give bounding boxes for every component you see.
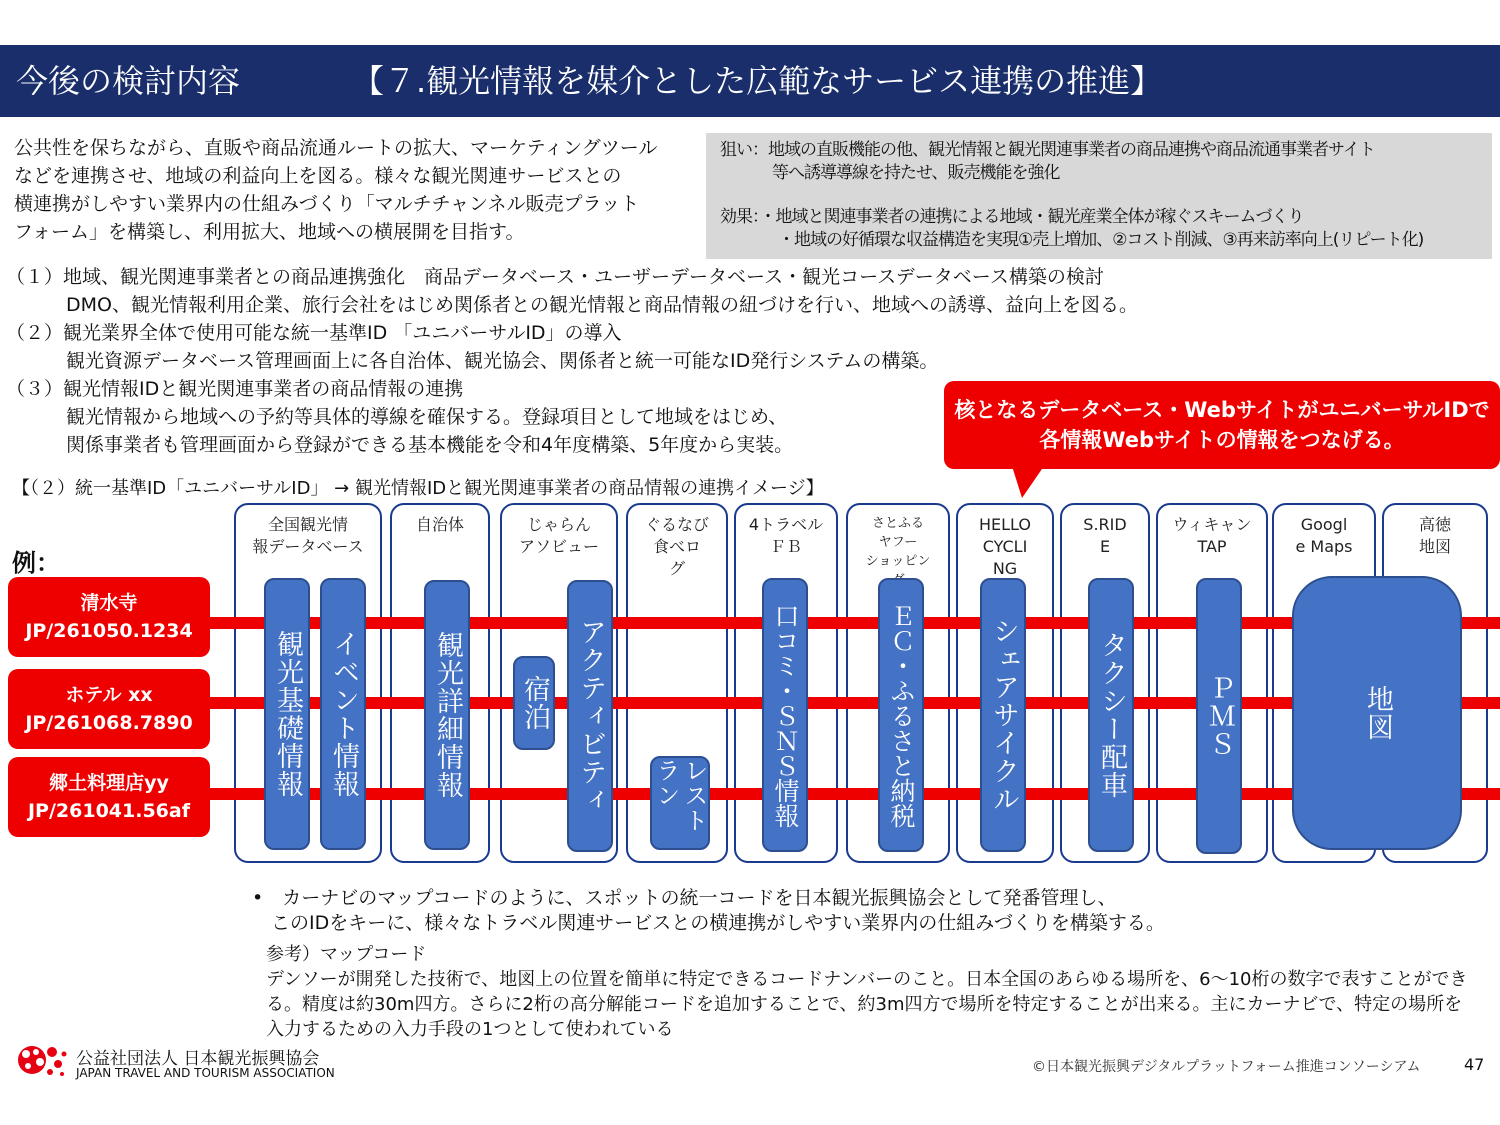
column-label: じゃらん アソビュー: [518, 515, 599, 556]
example-label: 例：: [12, 549, 60, 577]
diagram-caption: 【（２）統一基準ID「ユニバーサルID」 → 観光情報IDと観光関連事業者の商品情報の連携イメージ】: [12, 478, 824, 499]
column-label: 自治体: [415, 515, 464, 534]
callout-line: 核となるデータベース・WebサイトがユニバーサルIDで: [954, 398, 1490, 422]
intro-line: 横連携がしやすい業界内の仕組みづくり「マルチチャンネル販売プラット: [14, 193, 640, 215]
intro-line: フォーム」を構築し、利用拡大、地域への横展開を目指す。: [14, 221, 525, 243]
aim-line: 等へ誘導導線を持たせ、販売機能を強化: [772, 163, 1060, 183]
footer-copyright: ©日本観光振興デジタルプラットフォーム推進コンソーシアム: [1032, 1059, 1421, 1075]
effect-line: ・地域の好循環な収益構造を実現①売上増加、②コスト削減、③再来訪率向上(リピート化): [778, 230, 1424, 250]
intro-text: [14, 134, 694, 246]
plan-item-3-detail: 観光情報から地域への予約等具体的導線を確保する。登録項目として地域をはじめ、: [66, 406, 788, 428]
callout-banner: [944, 381, 1500, 469]
column-label: 4トラベル ＦＢ: [748, 515, 824, 556]
intro-line: などを連携させ、地域の利益向上を図る。様々な観光関連サービスとの: [14, 165, 622, 187]
plan-item-2-detail: 観光資源データベース管理画面上に各自治体、観光協会、関係者と統一可能なID発行システムの構築。: [66, 350, 939, 372]
reference-note: [266, 942, 1476, 1042]
aim-line: 狙い：地域の直販機能の他、観光情報と観光関連事業者の商品連携や商品流通事業者サイト: [720, 140, 1375, 160]
plan-item-2: （２）観光業界全体で使用可能な統一基準ID 「ユニバーサルID」の導入: [6, 322, 622, 344]
bar-review-sns: 口コミ・ＳＮＳ情報: [762, 578, 808, 852]
column-label: Googl e Maps: [1295, 515, 1353, 556]
column-label: HELLO CYCLI NG: [979, 515, 1031, 578]
bar-map: 地図: [1292, 576, 1462, 850]
spot-kiyomizudera: 清水寺 JP/261050.1234: [8, 577, 210, 657]
bar-event-info: イベント情報: [320, 578, 366, 850]
bar-pms: ＰＭＳ: [1196, 578, 1242, 854]
column-label: 全国観光情 報データベース: [252, 515, 364, 556]
footer-org-name-en: JAPAN TRAVEL AND TOURISM ASSOCIATION: [76, 1066, 335, 1080]
intro-line: 公共性を保ちながら、直販や商品流通ルートの拡大、マーケティングツール: [14, 137, 658, 159]
column-label: さとふる ヤフー ショッピン: [865, 516, 931, 569]
bar-lodging: 宿泊: [513, 656, 555, 750]
bar-restaurant: レストラン: [650, 756, 710, 850]
bar-basic-info: 観光基礎情報: [264, 578, 310, 850]
column-label: ウィキャン TAP: [1172, 515, 1252, 556]
plan-item-3-detail: 関係事業者も管理画面から登録ができる基本機能を令和4年度構築、5年度から実装。: [66, 434, 794, 456]
spot-restaurant: 郷土料理店yy JP/261041.56af: [8, 757, 210, 837]
plan-item-1: （１）地域、観光関連事業者との商品連携強化 商品データベース・ユーザーデータベース・観光コースデータベース構築の検討: [6, 266, 1104, 288]
column-label: ぐるなび 食べロ グ: [644, 515, 709, 578]
callout-line: 各情報Webサイトの情報をつなげる。: [1039, 428, 1405, 452]
bar-taxi: タクシー配車: [1088, 578, 1134, 852]
column-label: S.RID E: [1083, 515, 1127, 556]
callout-pointer: [1012, 466, 1044, 498]
bar-detail-info: 観光詳細情報: [424, 580, 470, 850]
footer-org-name: 公益社団法人 日本観光振興協会: [76, 1049, 320, 1069]
bar-ec-furusato: ＥＣ・ふるさと納税: [878, 578, 924, 852]
page-subtitle: 【７.観光情報を媒介とした広範なサービス連携の推進】: [352, 62, 1163, 100]
aim-effect-box: [706, 133, 1492, 259]
plan-item-3: （３）観光情報IDと観光関連事業者の商品情報の連携: [6, 378, 464, 400]
column-label: 高徳 地図: [1418, 515, 1451, 556]
bullet-note: • カーナビのマップコードのように、スポットの統一コードを日本観光振興協会として発番管理し、 このIDをキーに、様々なトラベル関連サービスとの横連携がしやすい業界内の仕組みづくりを構築する。: [252, 887, 1165, 934]
header-band: [0, 45, 1500, 117]
plan-item-1-detail: DMO、観光情報利用企業、旅行会社をはじめ関係者との観光情報と商品情報の紐づけを行い、地域への誘導、益向上を図る。: [66, 294, 1138, 316]
reference-body: デンソーが開発した技術で、地図上の位置を簡単に特定できるコードナンバーのこと。日本全国のあらゆる場所を、6～10桁の数字で表すことができる。精度は約30m四方。さらに2桁の高分解能コードを追加することで、約3m四方で場所を特定することが出来る。主にカーナビで、特定の場所を入力するための入力手段の1つとして使われている: [266, 969, 1468, 1040]
reference-title: 参考）マップコード: [266, 944, 427, 965]
bar-share-cycle: シェアサイクル: [980, 578, 1026, 852]
page-number: 47: [1464, 1055, 1485, 1074]
effect-line: 効果：・地域と関連事業者の連携による地域・観光産業全体が稼ぐスキームづくり: [720, 207, 1304, 227]
bar-activity: アクティビティ: [567, 580, 613, 852]
page-title: 今後の検討内容: [16, 62, 241, 100]
spot-hotel: ホテル xx JP/261068.7890: [8, 669, 210, 749]
association-logo-icon: [14, 1040, 70, 1080]
